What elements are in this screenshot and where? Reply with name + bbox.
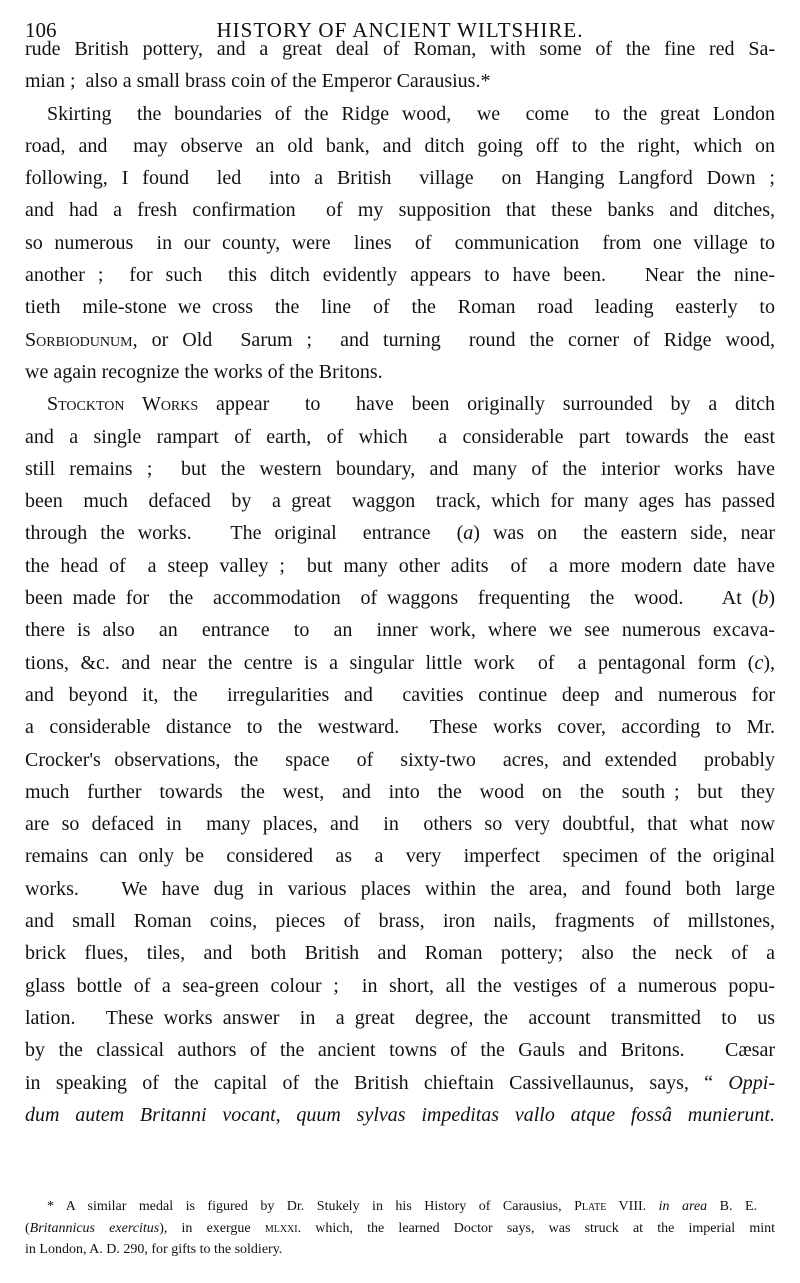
text-segment: and small Roman coins, pieces of brass, iron nails, fragments of millstones, — [25, 910, 775, 933]
text-line — [25, 33, 775, 65]
text-segment: works. We have dug in various places within the area, and found both large — [25, 877, 775, 900]
text-line — [25, 291, 775, 323]
main-text — [25, 33, 775, 1131]
text-segment: c — [754, 651, 764, 674]
text-segment: dum autem Britanni vocant, quum sylvas impeditas vallo atque fossâ munierunt. — [25, 1103, 775, 1126]
text-segment: remains can only be considered as a very imperfect specimen of the original — [25, 845, 775, 868]
text-segment: and a single rampart of earth, of which a considerable part towards the east — [25, 425, 775, 448]
text-segment: rude British pottery, and a great deal of Roman, with some of the fine red Sa- — [25, 38, 775, 60]
text-segment: ), in exergue — [159, 1220, 265, 1236]
text-line — [25, 1067, 775, 1099]
text-line — [25, 614, 775, 646]
text-segment: ), — [763, 651, 775, 674]
text-line — [25, 873, 775, 905]
text-segment: * A similar medal is figured by Dr. Stukely in his History of Carausius, — [47, 1199, 575, 1214]
footnote — [25, 1196, 775, 1261]
text-segment: and beyond it, the irregularities and cavities continue deep and numerous for — [25, 683, 775, 706]
text-segment: still remains ; but the western boundary, and many of the interior works have — [25, 457, 775, 480]
text-line — [25, 970, 775, 1002]
text-line — [25, 582, 775, 614]
text-line — [25, 162, 775, 194]
text-line — [25, 453, 775, 485]
text-segment: we again recognize the works of the Britons. — [25, 360, 383, 383]
text-line — [25, 550, 775, 582]
text-line — [25, 227, 775, 259]
text-line — [25, 1034, 775, 1066]
text-segment: tieth mile-stone we cross the line of the Roman road leading easterly to — [25, 296, 775, 319]
text-segment: ) was on the eastern side, near — [473, 522, 776, 545]
text-line — [25, 905, 775, 937]
text-line — [25, 485, 775, 517]
text-segment: there is also an entrance to an inner work, where we see numerous excava- — [25, 619, 775, 642]
page-number: 106 — [25, 18, 57, 42]
text-line — [25, 776, 775, 808]
running-title: HISTORY OF ANCIENT WILTSHIRE. — [216, 18, 584, 42]
text-line — [25, 388, 775, 420]
text-line — [25, 324, 775, 356]
text-segment: the head of a steep valley ; but many other adits of a more modern date have — [25, 554, 775, 577]
text-line — [25, 808, 775, 840]
text-line — [25, 711, 775, 743]
text-segment: Stockton Works — [47, 393, 199, 416]
text-segment: mlxxi — [264, 1220, 298, 1236]
text-segment: ( — [25, 1220, 30, 1236]
text-line — [25, 1002, 775, 1034]
text-line — [25, 647, 775, 679]
text-line — [25, 679, 775, 711]
text-segment: by the classical authors of the ancient towns of the Gauls and Britons. Cæsar — [25, 1039, 775, 1062]
text-line — [25, 744, 775, 776]
text-line — [25, 937, 775, 969]
text-segment: , or Old Sarum ; and turning round the corner of Ridge wood, — [132, 328, 775, 351]
text-segment: a considerable distance to the westward. These works cover, according to Mr. — [25, 716, 775, 739]
text-segment: . which, the learned Doctor says, was struck at the imperial mint — [297, 1220, 775, 1236]
text-segment: a — [463, 522, 474, 545]
text-segment: VIII. — [606, 1199, 659, 1214]
text-segment: Britannicus exercitus — [29, 1220, 160, 1236]
footnote-line — [25, 1218, 775, 1240]
text-segment: been much defaced by a great waggon track, which for many ages has passed — [25, 490, 775, 513]
text-segment: mian ; also a small brass coin of the Emperor Carausius.* — [25, 70, 491, 93]
text-line — [25, 1099, 775, 1131]
text-segment: another ; for such this ditch evidently appears to have been. Near the nine- — [25, 264, 775, 287]
text-segment: are so defaced in many places, and in others so very doubtful, that what now — [25, 813, 775, 836]
text-segment: through the works. The original entrance ( — [25, 522, 464, 545]
text-line — [25, 194, 775, 226]
text-line — [25, 421, 775, 453]
text-segment: road, and may observe an old bank, and ditch going off to the right, which on — [25, 134, 775, 157]
text-segment: appear to have been originally surrounded by a ditch — [198, 393, 775, 416]
text-segment: tions, &c. and near the centre is a singular little work of a pentagonal form ( — [25, 651, 755, 674]
text-segment: lation. These works answer in a great degree, the account transmitted to us — [25, 1006, 775, 1029]
text-segment: ) — [768, 587, 775, 610]
text-segment: B. E. — [707, 1199, 758, 1214]
text-segment: Oppi- — [728, 1071, 775, 1094]
text-line — [25, 130, 775, 162]
footnote-line — [25, 1239, 775, 1261]
text-segment: glass bottle of a sea-green colour ; in short, all the vestiges of a numerous popu- — [25, 974, 775, 997]
text-segment: in speaking of the capital of the British chieftain Cassivellaunus, says, “ — [25, 1071, 729, 1094]
text-line — [25, 259, 775, 291]
text-segment: brick flues, tiles, and both British and Roman pottery; also the neck of a — [25, 942, 775, 965]
text-segment: Sorbiodunum — [25, 328, 133, 351]
text-line — [25, 98, 775, 130]
text-segment: and had a fresh confirmation of my supposition that these banks and ditches, — [25, 199, 775, 222]
text-segment: in London, A. D. 290, for gifts to the soldiery. — [25, 1242, 283, 1257]
text-segment: so numerous in our county, were lines of communication from one village to — [25, 231, 775, 254]
text-segment: Plate — [574, 1199, 607, 1214]
text-segment: been made for the accommodation of waggons frequenting the wood. At ( — [25, 587, 759, 610]
footnote-line — [25, 1196, 775, 1218]
text-segment: much further towards the west, and into the wood on the south ; but they — [25, 780, 775, 803]
text-segment: Skirting the boundaries of the Ridge wood, we come to the great London — [47, 102, 775, 125]
text-line — [25, 65, 775, 97]
text-line — [25, 517, 775, 549]
text-segment: in area — [658, 1199, 708, 1214]
text-line — [25, 840, 775, 872]
text-segment: b — [758, 587, 769, 610]
text-segment: Crocker's observations, the space of sixty-two acres, and extended probably — [25, 748, 775, 771]
text-segment: following, I found led into a British village on Hanging Langford Down ; — [25, 167, 775, 190]
text-line — [25, 356, 775, 388]
